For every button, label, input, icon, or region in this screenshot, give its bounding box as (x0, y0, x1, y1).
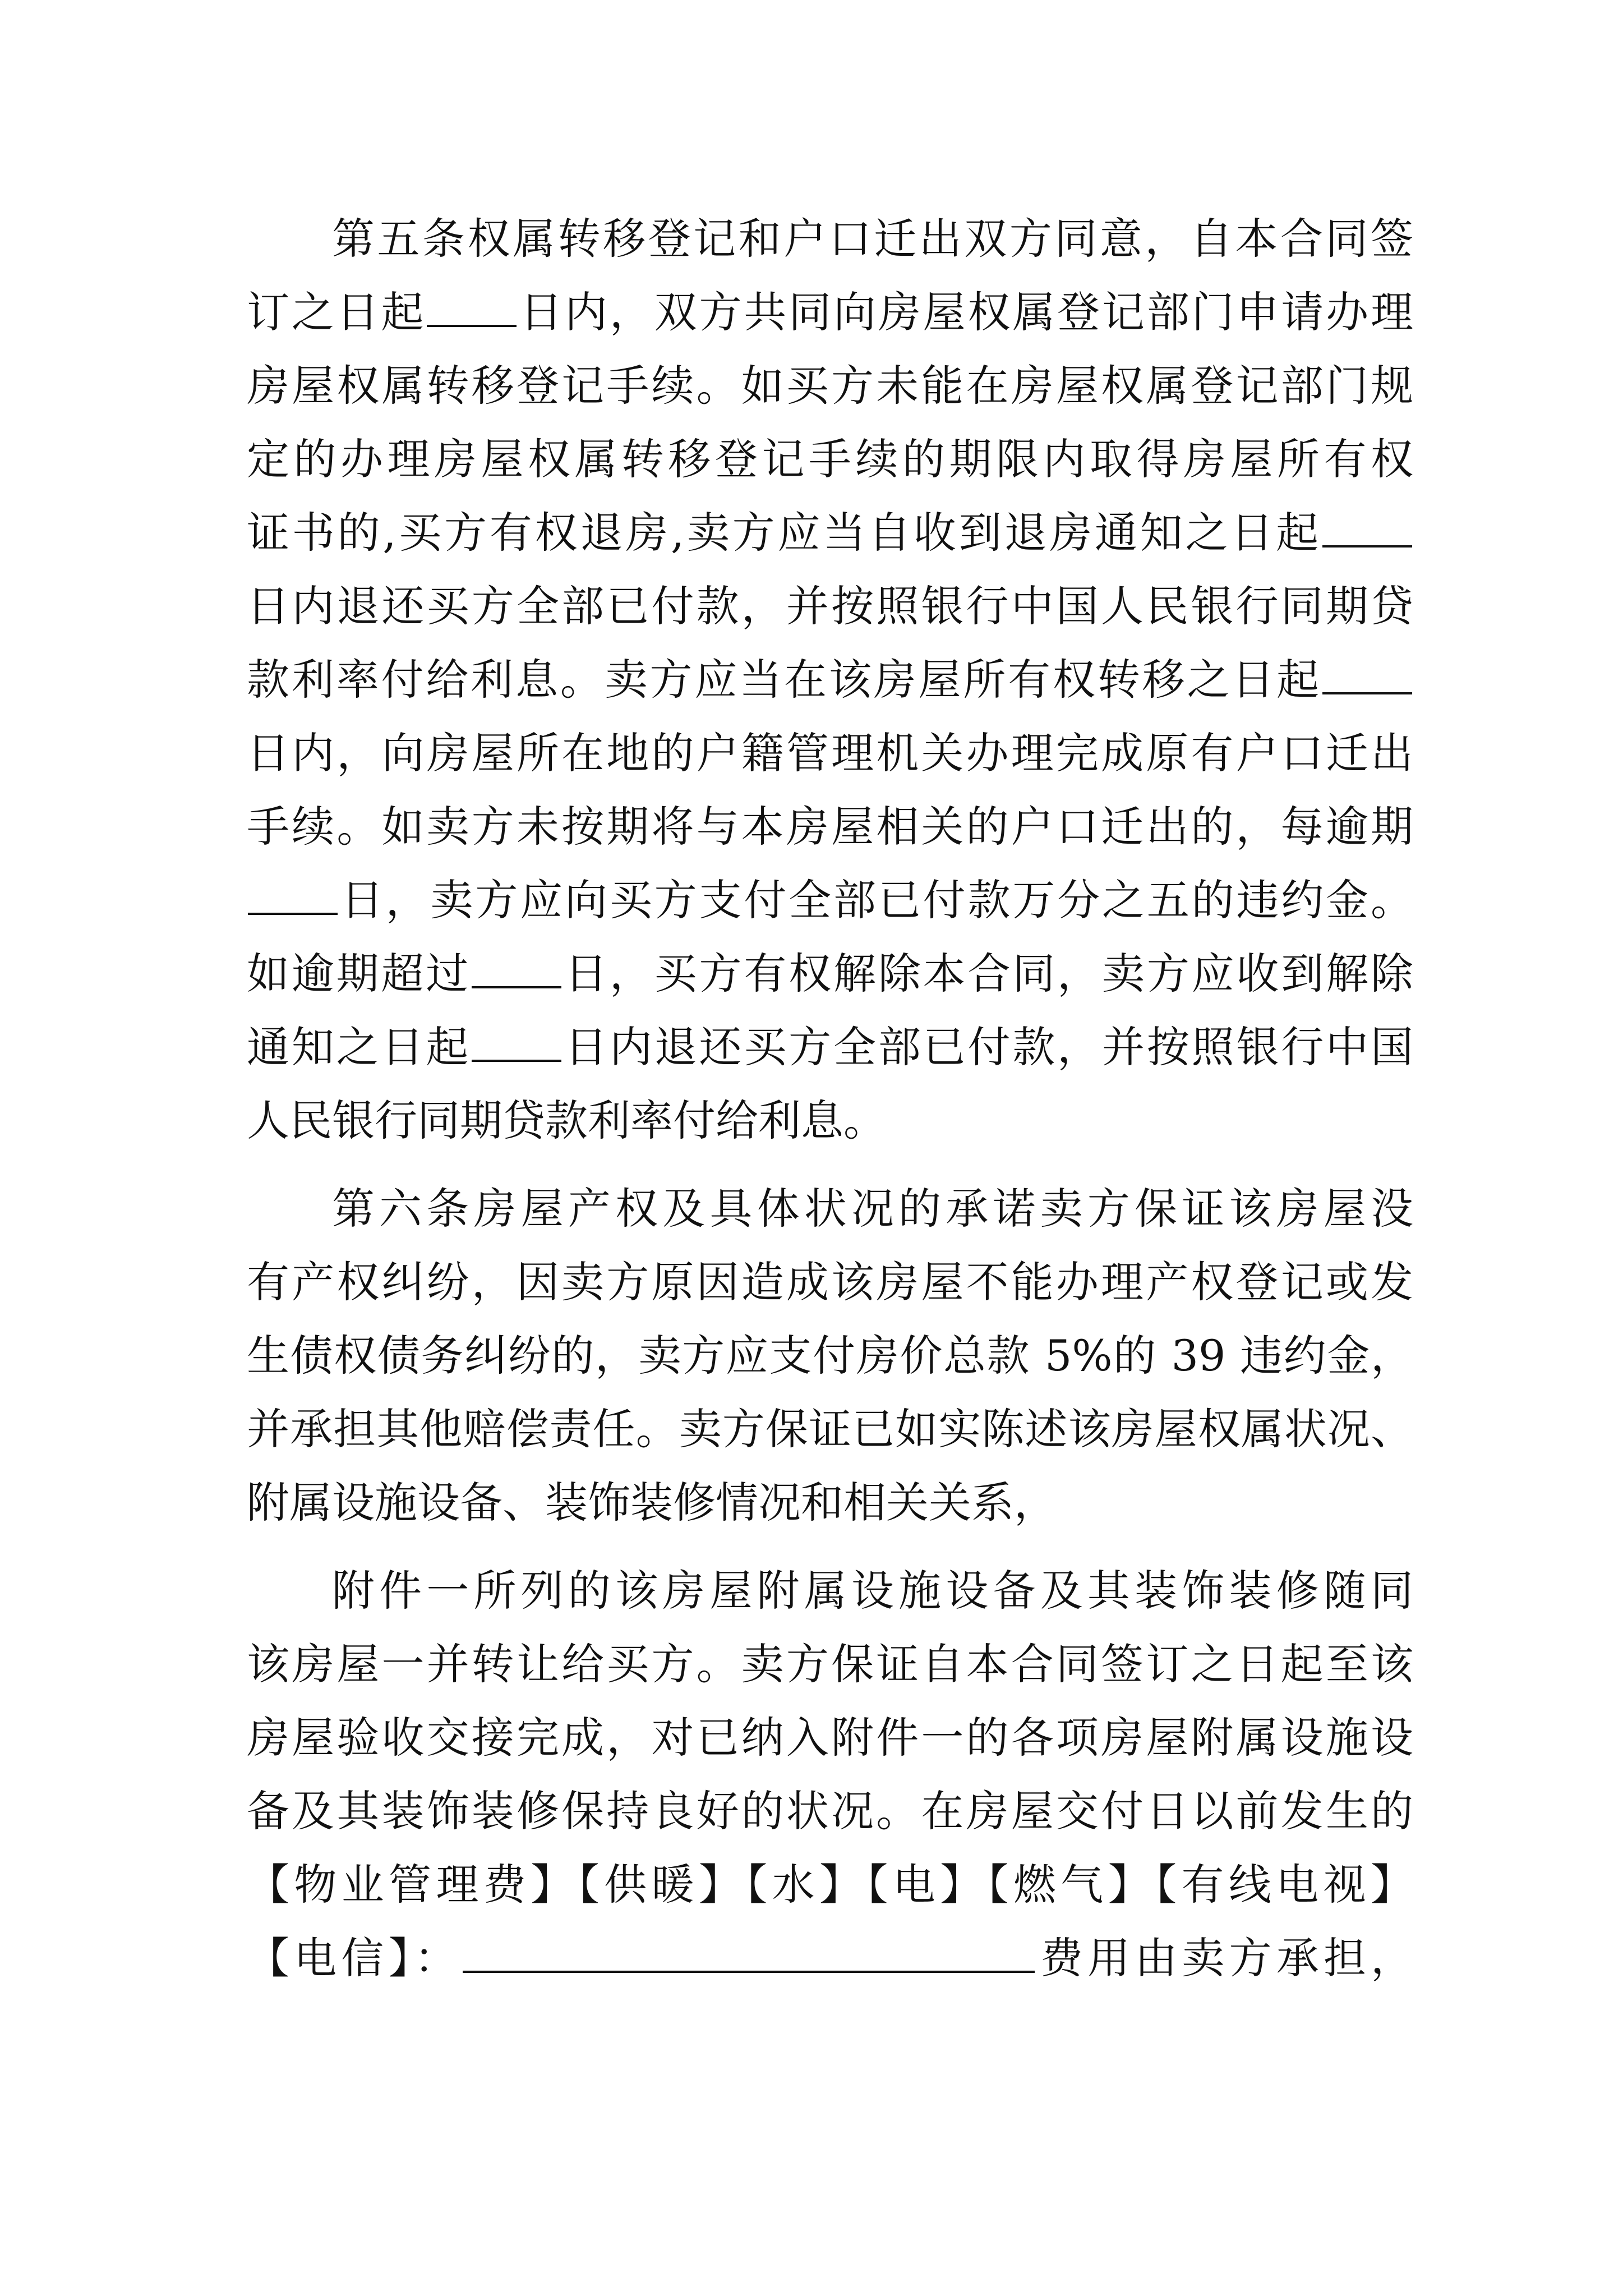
text-line: 人民银行同期贷款利率付给利息。 (247, 1096, 886, 1145)
text-line: 手续。如卖方未按期将与本房屋相关的户口迁出的，每逾期 (247, 802, 1413, 852)
text-line: 该房屋一并转让给买方。卖方保证自本合同签订之日起至该 (247, 1639, 1413, 1689)
text-run: 款利率付给利息。卖方应当在该房屋所有权转移之日起 (247, 655, 1321, 705)
text-line: 有产权纠纷，因卖方原因造成该房屋不能办理产权登记或发 (247, 1257, 1413, 1307)
text-line: 日内，向房屋所在地的户籍管理机关办理完成原有户口迁出 (247, 728, 1413, 778)
text-run: 费用由卖方承担， (1035, 1933, 1414, 1983)
fill-in-blank (427, 286, 517, 327)
text-run: 日，买方有权解除本合同，卖方应收到解除 (562, 949, 1414, 999)
text-run: 订之日起 (247, 287, 426, 337)
fill-in-blank (463, 1931, 1035, 1973)
text-line (247, 643, 1413, 716)
text-line (247, 275, 1413, 349)
text-line (247, 1010, 1413, 1084)
article-6-paragraph (247, 1172, 1413, 1539)
text-line (247, 496, 1413, 569)
text-line: 房屋验收交接完成，对已纳入附件一的各项房屋附属设施设 (247, 1713, 1413, 1763)
text-line: 并承担其他赔偿责任。卖方保证已如实陈述该房屋权属状况、 (247, 1404, 1413, 1454)
fill-in-blank (472, 1020, 561, 1062)
text-line: 生债权债务纠纷的，卖方应支付房价总款 5%的 39 违约金， (247, 1331, 1413, 1381)
text-line: 日内退还买方全部已付款，并按照银行中国人民银行同期贷 (247, 581, 1413, 631)
text-line (247, 863, 1413, 937)
text-line: 第六条房屋产权及具体状况的承诺卖方保证该房屋没 (332, 1184, 1413, 1234)
text-line: 房屋权属转移登记手续。如买方未能在房屋权属登记部门规 (247, 361, 1413, 411)
attachment-paragraph (247, 1554, 1413, 1995)
paragraph-gap (247, 1539, 1413, 1554)
fill-in-blank (248, 873, 338, 915)
paragraph-gap (247, 1157, 1413, 1172)
fill-in-blank (1322, 506, 1412, 547)
article-5-paragraph (247, 202, 1413, 1157)
fill-in-blank (1322, 653, 1412, 694)
text-run: 【电信】： (247, 1933, 462, 1983)
contract-text (247, 202, 1413, 1995)
text-line: 备及其装饰装修保持良好的状况。在房屋交付日以前发生的 (247, 1786, 1413, 1836)
text-line: 【物业管理费】【供暖】【水】【电】【燃气】【有线电视】 (247, 1860, 1413, 1910)
text-run: 证书的,买方有权退房,卖方应当自收到退房通知之日起 (247, 508, 1321, 558)
text-run: 日内，双方共同向房屋权属登记部门申请办理 (518, 287, 1414, 337)
text-line: 第五条权属转移登记和户口迁出双方同意，自本合同签 (332, 214, 1413, 264)
text-line (247, 1921, 1413, 1995)
text-run: 日内退还买方全部已付款，并按照银行中国 (562, 1022, 1414, 1072)
text-line: 附件一所列的该房屋附属设施设备及其装饰装修随同 (332, 1566, 1413, 1616)
fill-in-blank (472, 947, 561, 988)
text-line: 附属设施设备、装饰装修情况和相关关系， (247, 1478, 1057, 1527)
text-line (247, 937, 1413, 1010)
text-run: 日，卖方应向买方支付全部已付款万分之五的违约金。 (339, 875, 1413, 925)
text-run: 通知之日起 (247, 1022, 471, 1072)
text-line: 定的办理房屋权属转移登记手续的期限内取得房屋所有权 (247, 434, 1413, 484)
text-run: 如逾期超过 (247, 949, 471, 999)
